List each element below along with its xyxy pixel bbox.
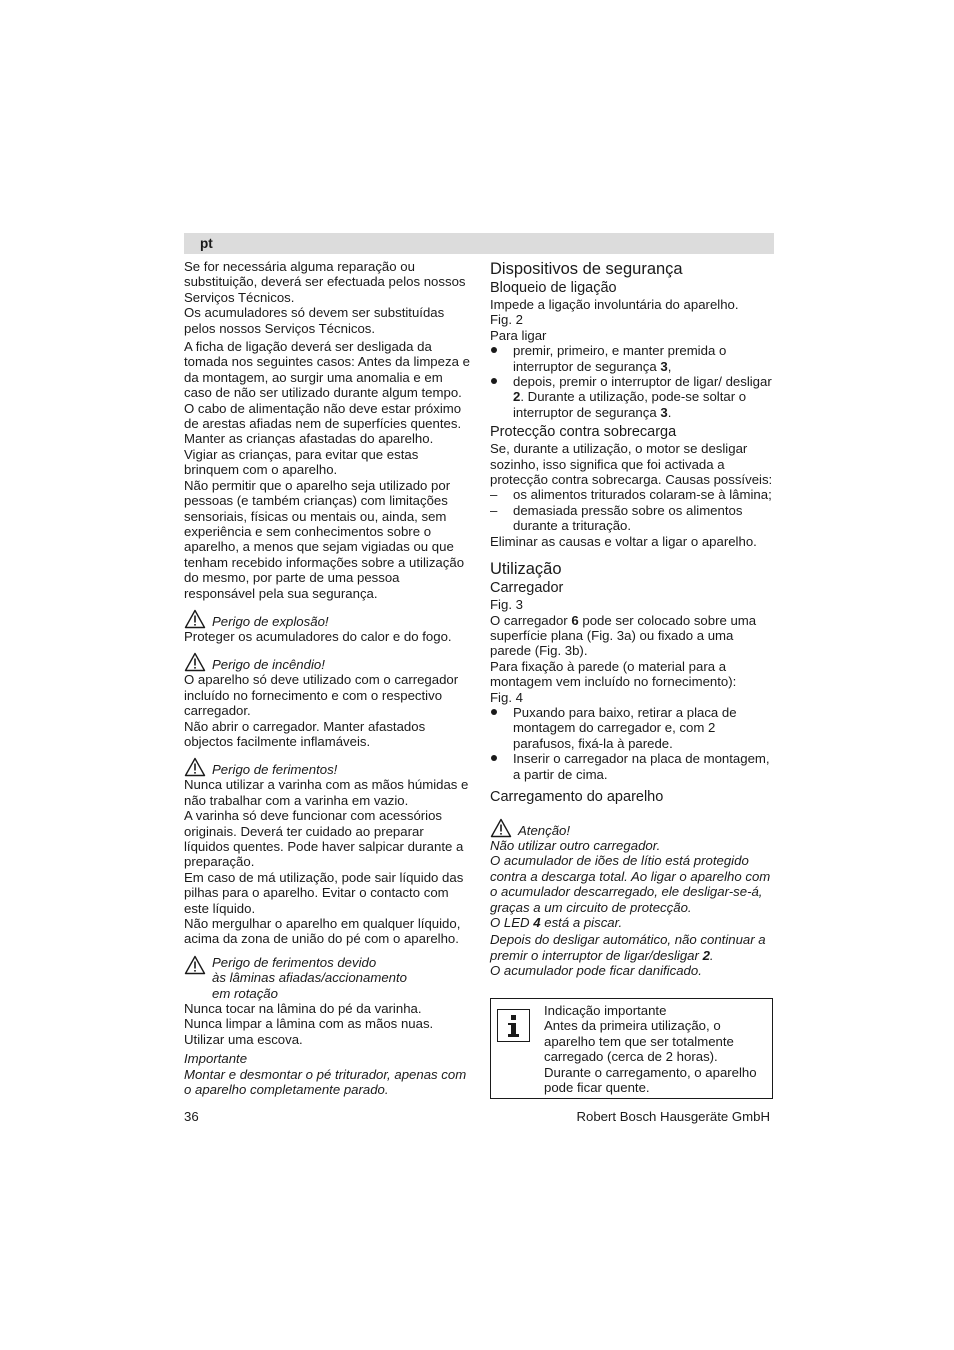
paragraph: Antes da primeira utilização, o aparelho tem que ser totalmente carregado (cerca de 2 horas). [544, 1018, 734, 1065]
language-code: pt [200, 236, 213, 251]
list-item: depois, premir o interruptor de ligar/ desligar 2. Durante a utilização, pode-se soltar o interruptor de segurança 3. [490, 374, 776, 420]
paragraph: O cabo de alimentação não deve estar próximo de arestas afiadas nem de superfícies quentes. [184, 400, 462, 432]
warning-title: Perigo de ferimentos! [212, 761, 338, 777]
warning-attention [490, 818, 776, 838]
info-content [544, 1003, 766, 1095]
subheading-overload: Protecção contra sobrecarga [490, 424, 677, 441]
paragraph: A varinha só deve funcionar com acessórios originais. Deverá ter cuidado ao preparar líquidos quentes. Pode haver salpicar durante a preparação. [184, 808, 464, 870]
figure-reference: Fig. 2 [490, 312, 523, 328]
paragraph: Nunca tocar na lâmina do pé da varinha. [184, 1001, 422, 1017]
footer-company: Robert Bosch Hausgeräte GmbH [576, 1109, 770, 1124]
paragraph: Se for necessária alguma reparação ou substituição, deverá ser efectuada pelos nossos Serviços Técnicos. [184, 259, 466, 305]
warning-icon [184, 955, 206, 975]
warning-title: Perigo de ferimentos devido às lâminas afiadas/accionamento em rotação [212, 954, 407, 1001]
language-bar [184, 233, 774, 254]
section-heading-security: Dispositivos de segurança [490, 260, 683, 278]
warning-icon [490, 818, 512, 838]
bullet-list [490, 343, 776, 420]
paragraph: A ficha de ligação deverá ser desligada da tomada nos seguintes casos: Antes da limpeza e da montagem, ao surgir uma anomalia e em caso de não ser utilizado durante algum tempo. [184, 339, 470, 401]
paragraph: O aparelho só deve utilizado com o carregador incluído no fornecimento e com o respectivo carregador. [184, 672, 459, 719]
subheading-charging: Carregamento do aparelho [490, 788, 664, 805]
paragraph: Vigiar as crianças, para evitar que estas brinquem com o aparelho. [184, 446, 419, 478]
list-item: premir, primeiro, e manter premida o interruptor de segurança 3, [490, 343, 776, 374]
paragraph: Durante o carregamento, o aparelho pode ficar quente. [544, 1064, 757, 1096]
figure-reference: Fig. 4 [490, 689, 523, 705]
info-icon [497, 1009, 530, 1042]
warning-icon [184, 757, 206, 777]
important-title: Importante [184, 1051, 248, 1067]
warning-title: Atenção! [518, 822, 571, 838]
paragraph: Não permitir que o aparelho seja utilizado por pessoas (e também crianças) com limitações sensoriais, físicas ou mentais ou, ainda, sem experiência e sem conhecimentos sobre o aparelho, a menos que sejam vigiadas ou que tenham recebido informações sobre a utilização do mesmo, por parte de uma pessoa responsável pela sua segurança. [184, 477, 465, 601]
dash-list [490, 487, 776, 533]
warning-icon [184, 609, 206, 629]
important-text: Montar e desmontar o pé triturador, apenas com o aparelho completamente parado. [184, 1066, 467, 1098]
warning-blades [184, 955, 472, 1001]
list-item: – demasiada pressão sobre os alimentos durante a trituração. [490, 503, 776, 534]
paragraph: O acumulador de iões de lítio está protegido contra a descarga total. Ao ligar o aparelho com o acumulador descarregado, ele desligar-se-á, graças a um circuito de protecção. [490, 853, 771, 915]
paragraph: Em caso de má utilização, pode sair líquido das pilhas para o aparelho. Evitar o contacto com este líquido. [184, 869, 464, 916]
warning-icon [184, 652, 206, 672]
paragraph: Se, durante a utilização, o motor se desligar sozinho, isso significa que foi activada a protecção contra sobrecarga. Causas possíveis: [490, 441, 773, 488]
paragraph: O carregador 6 pode ser colocado sobre uma superfície plana (Fig. 3a) ou fixado a uma parede (Fig. 3b). [490, 612, 757, 659]
bullet-list [490, 705, 776, 782]
subheading-lock: Bloqueio de ligação [490, 280, 617, 296]
paragraph: Impede a ligação involuntária do aparelho. [490, 297, 739, 312]
paragraph: Nunca utilizar a varinha com as mãos húmidas e não trabalhar com a varinha em vazio. [184, 777, 469, 808]
paragraph: O LED 4 está a piscar. [490, 915, 623, 930]
figure-reference: Fig. 3 [490, 597, 523, 613]
warning-explosion [184, 609, 472, 629]
paragraph: Para ligar [490, 327, 547, 343]
info-title: Indicação importante [544, 1003, 667, 1018]
paragraph: Os acumuladores só devem ser substituídas pelos nossos Serviços Técnicos. [184, 305, 445, 336]
info-box [490, 998, 773, 1099]
paragraph: Nunca limpar a lâmina com as mãos nuas. [184, 1016, 434, 1032]
warning-title: Perigo de incêndio! [212, 656, 325, 672]
paragraph: Não abrir o carregador. Manter afastados objectos facilmente inflamáveis. [184, 718, 426, 749]
left-column [184, 259, 472, 1098]
paragraph: Não mergulhar o aparelho em qualquer líquido, acima da zona de união do pé com o aparelho. [184, 916, 461, 947]
paragraph: Utilizar uma escova. [184, 1031, 303, 1047]
warning-fire [184, 652, 472, 672]
paragraph: Proteger os acumuladores do calor e do fogo. [184, 628, 452, 644]
page-number: 36 [184, 1109, 199, 1124]
paragraph: Eliminar as causas e voltar a ligar o aparelho. [490, 533, 757, 549]
right-column [490, 259, 776, 979]
warning-injury [184, 757, 472, 777]
list-item: Puxando para baixo, retirar a placa de montagem do carregador e, com 2 parafusos, fixá-la à parede. [490, 705, 776, 751]
list-item: – os alimentos triturados colaram-se à lâmina; [490, 487, 776, 502]
paragraph: O acumulador pode ficar danificado. [490, 963, 702, 979]
paragraph: Para fixação à parede (o material para a montagem vem incluído no fornecimento): [490, 658, 737, 690]
list-item: Inserir o carregador na placa de montagem, a partir de cima. [490, 751, 776, 782]
paragraph: Depois do desligar automático, não continuar a premir o interruptor de ligar/desligar 2. [490, 932, 766, 963]
paragraph: Não utilizar outro carregador. [490, 837, 661, 853]
section-heading-use: Utilização [490, 560, 562, 579]
paragraph: Manter as crianças afastadas do aparelho. [184, 431, 434, 447]
subheading-charger: Carregador [490, 580, 564, 597]
warning-title: Perigo de explosão! [212, 613, 329, 629]
